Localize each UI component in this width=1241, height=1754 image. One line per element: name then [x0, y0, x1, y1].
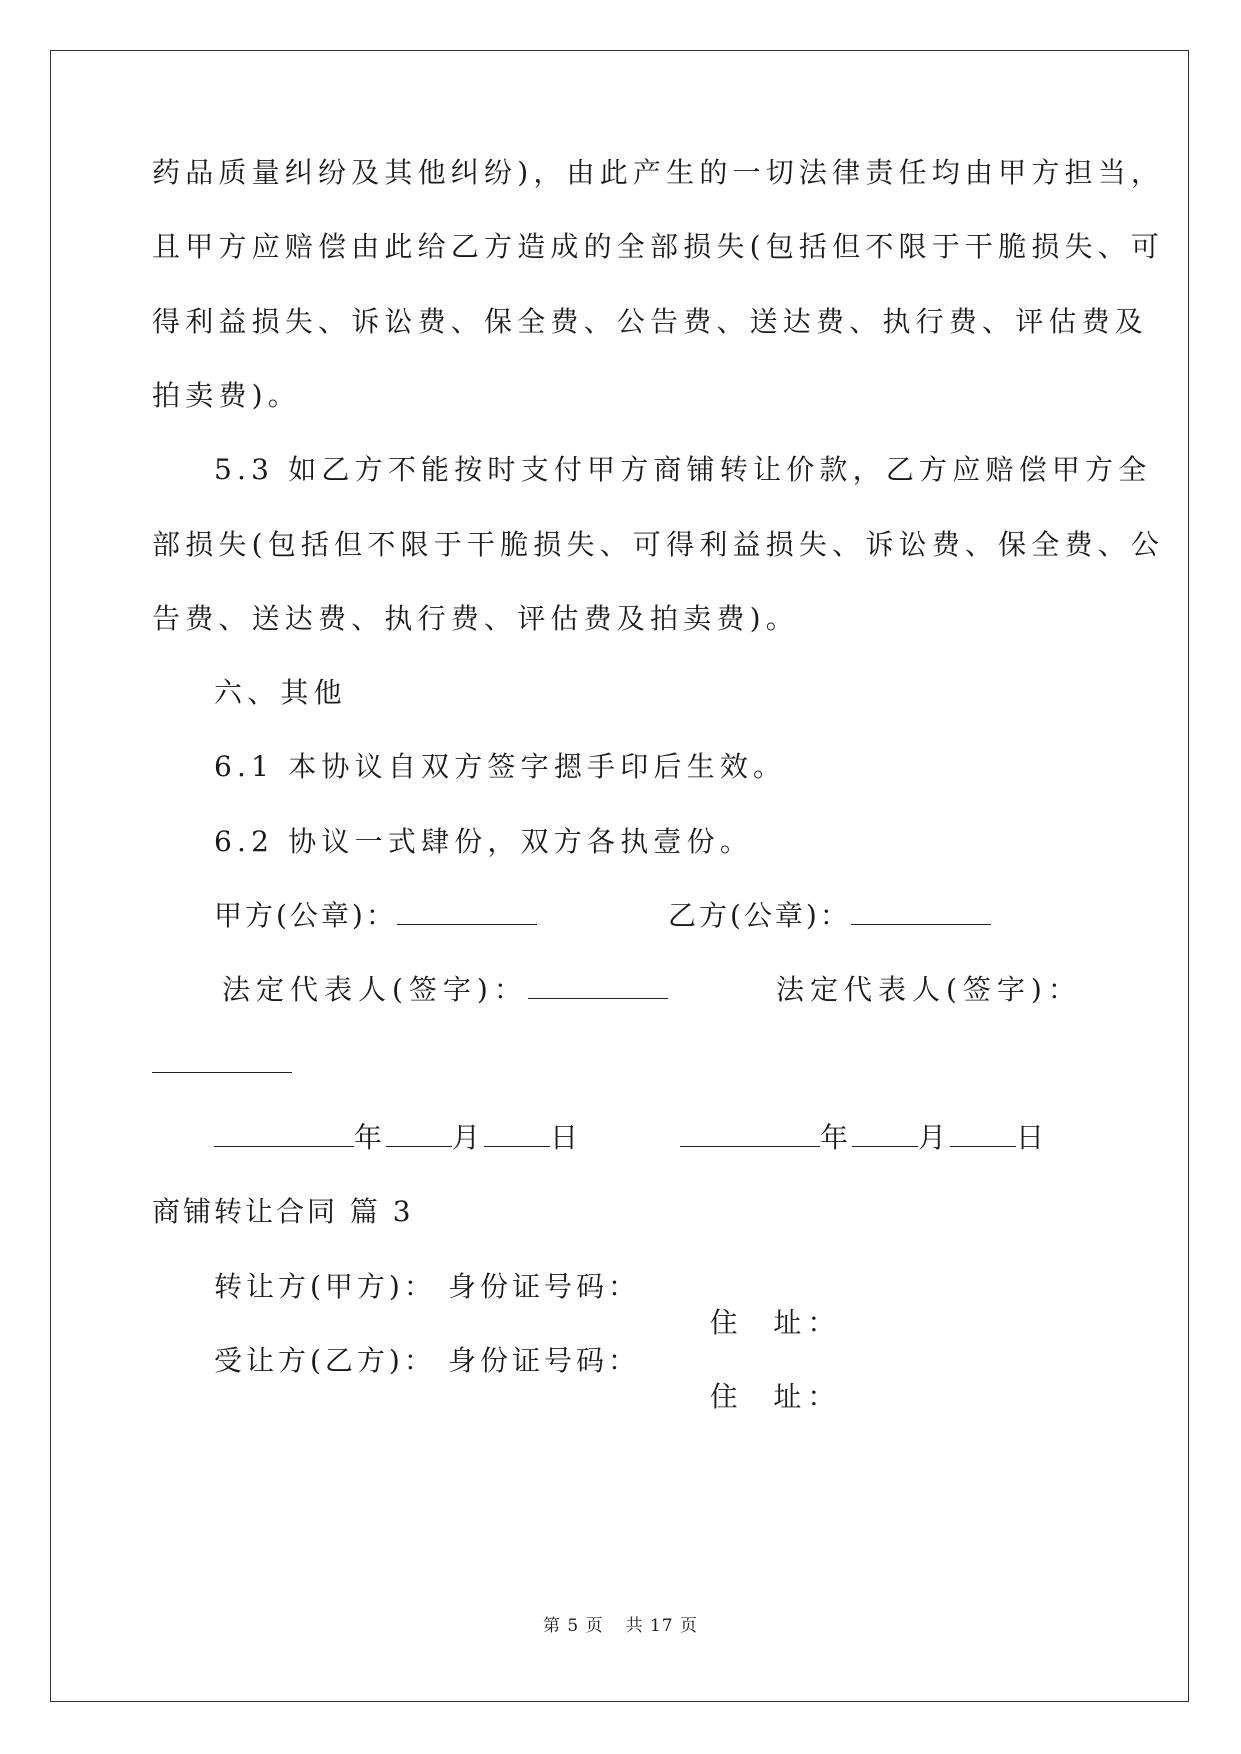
month-label: 月 [452, 1121, 485, 1154]
date-row [0, 1120, 1241, 1160]
address-label: 住 址： [709, 1380, 842, 1413]
clause-6-2: 6.2 协议一式肆份，双方各执壹份。 [214, 825, 754, 858]
clause-5-3: 5.3 如乙方不能按时支付甲方商铺转让价款，乙方应赔偿甲方全 [214, 453, 1152, 486]
transferor-label: 转让方(甲方)： [214, 1270, 436, 1303]
paragraph-line: 药品质量纠纷及其他纠纷)，由此产生的一切法律责任均由甲方担当， [152, 156, 1165, 189]
transferee-row [0, 1343, 1241, 1413]
paragraph-line: 拍卖费)。 [152, 379, 301, 412]
id-number-label: 身份证号码： [448, 1344, 641, 1377]
page-footer [0, 1611, 1241, 1636]
date-b-month-blank[interactable] [852, 1120, 918, 1147]
current-page: 第 5 页 [542, 1616, 604, 1636]
rep-a-blank[interactable] [528, 972, 668, 999]
transferor-row [0, 1269, 1241, 1339]
date-a-day-blank[interactable] [484, 1120, 550, 1147]
paragraph-line: 且甲方应赔偿由此给乙方造成的全部损失(包括但不限于干脆损失、可 [152, 230, 1165, 263]
id-number-label: 身份证号码： [448, 1270, 641, 1303]
section-3-heading: 商铺转让合同 篇 3 [152, 1195, 414, 1228]
representative-row [0, 972, 1241, 1012]
section-heading-other: 六、其他 [214, 676, 347, 709]
date-b-year-blank[interactable] [680, 1120, 820, 1147]
day-label: 日 [550, 1121, 583, 1154]
page-border [50, 50, 1189, 1702]
party-b-seal-label: 乙方(公章)： [668, 899, 851, 932]
date-a-month-blank[interactable] [386, 1120, 452, 1147]
party-a-seal-blank[interactable] [397, 898, 537, 925]
transferee-label: 受让方(乙方)： [214, 1344, 436, 1377]
date-b-day-blank[interactable] [950, 1120, 1016, 1147]
paragraph-line: 得利益损失、诉讼费、保全费、公告费、送达费、执行费、评估费及 [152, 305, 1149, 338]
clause-6-1: 6.1 本协议自双方签字摁手印后生效。 [214, 750, 787, 783]
date-a-year-blank[interactable] [214, 1120, 354, 1147]
address-label: 住 址： [709, 1306, 842, 1339]
day-label: 日 [1016, 1121, 1049, 1154]
seal-row [0, 898, 1241, 938]
party-a-seal-label: 甲方(公章)： [214, 899, 397, 932]
month-label: 月 [918, 1121, 951, 1154]
paragraph-line: 部损失(包括但不限于干脆损失、可得利益损失、诉讼费、保全费、公 [152, 528, 1165, 561]
year-label: 年 [354, 1121, 387, 1154]
year-label: 年 [820, 1121, 853, 1154]
paragraph-line: 告费、送达费、执行费、评估费及拍卖费)。 [152, 602, 799, 635]
party-b-seal-blank[interactable] [851, 898, 991, 925]
rep-b-blank-line[interactable] [152, 1046, 292, 1073]
rep-a-label: 法定代表人(签字)： [222, 973, 528, 1006]
total-pages: 共 17 页 [625, 1616, 699, 1636]
rep-b-label: 法定代表人(签字)： [776, 973, 1082, 1006]
